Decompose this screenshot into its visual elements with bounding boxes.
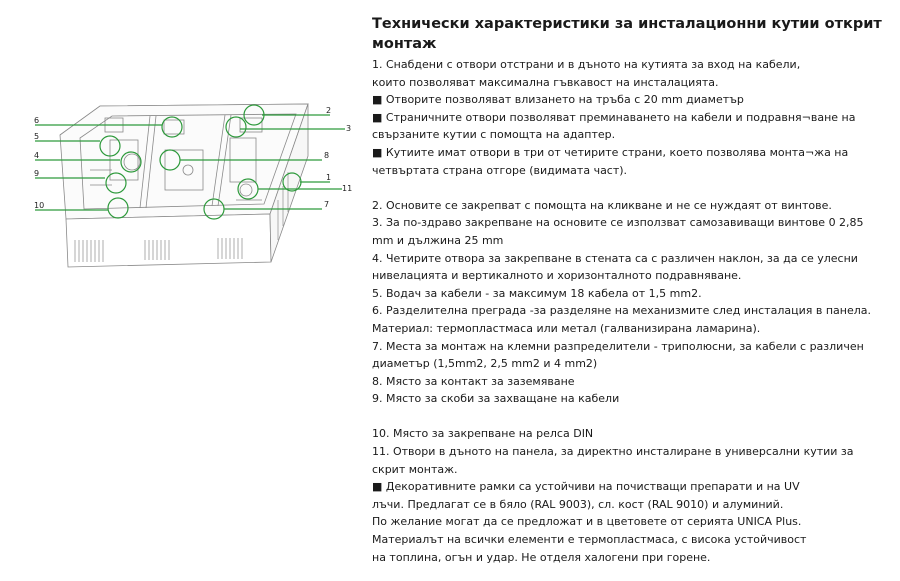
- spec-line: четвъртата страна отгоре (видимата част).: [372, 163, 628, 177]
- label-6: 6: [34, 116, 40, 125]
- label-11: 11: [342, 184, 353, 193]
- spec-line: Материалът на всички елементи е термопластмаса, с висока устойчивост: [372, 533, 807, 547]
- spec-line: 3. За по-здраво закрепване на основите се използват самозавиващи винтове 0 2,85: [372, 216, 864, 230]
- spec-line: mm и дължина 25 mm: [372, 233, 504, 247]
- title-line: монтаж: [372, 36, 437, 52]
- spacer: [372, 408, 892, 426]
- spec-line: ■ Страничните отвори позволяват преминаването на кабели и подравня¬ване на: [372, 110, 856, 124]
- spec-line: Материал: термопластмаса или метал (галванизирана ламарина).: [372, 321, 761, 335]
- spec-line: 8. Място за контакт за заземяване: [372, 374, 575, 388]
- title-line: Технически характеристики за инсталационни кутии открит: [372, 16, 882, 32]
- label-3: 3: [346, 124, 352, 133]
- spec-line: които позволяват максимална гъвкавост на инсталацията.: [372, 75, 719, 89]
- installation-box-diagram: [0, 0, 360, 581]
- spec-text-column: [372, 14, 892, 566]
- spec-line: 5. Водач за кабели - за максимум 18 кабела от 1,5 mm2.: [372, 286, 702, 300]
- spec-line: 6. Разделителна преграда -за разделяне на механизмите след инсталация в панела.: [372, 304, 871, 318]
- spec-line: По желание могат да се предложат и в цветовете от серията UNICA Plus.: [372, 515, 802, 529]
- spec-line: ■ Декоративните рамки са устойчиви на почистващи препарати и на UV: [372, 480, 800, 494]
- spec-line: свързаните кутии с помощта на адаптер.: [372, 128, 616, 142]
- label-10: 10: [34, 201, 45, 210]
- spec-line: 10. Място за закрепване на релса DIN: [372, 427, 594, 441]
- label-8: 8: [324, 151, 330, 160]
- spec-lines: [372, 56, 892, 566]
- spec-line: ■ Отворите позволяват влизането на тръба с 20 mm диаметър: [372, 93, 744, 107]
- spacer: [372, 179, 892, 197]
- spec-line: на топлина, огън и удар. Не отделя халогени при горене.: [372, 550, 711, 564]
- spec-line: лъчи. Предлагат се в бяло (RAL 9003), сл. кост (RAL 9010) и алуминий.: [372, 497, 784, 511]
- spec-line: ■ Кутиите имат отвори в три от четирите страни, което позволява монта¬жа на: [372, 145, 849, 159]
- spec-line: 7. Места за монтаж на клемни разпределители - триполюсни, за кабели с различен: [372, 339, 864, 353]
- spec-line: 11. Отвори в дъното на панела, за директно инсталиране в универсални кутии за: [372, 445, 854, 459]
- spec-line: 9. Място за скоби за захващане на кабели: [372, 392, 620, 406]
- label-1: 1: [326, 173, 332, 182]
- spec-line: 2. Основите се закрепват с помощта на кликване и не се нуждаят от винтове.: [372, 198, 832, 212]
- label-9: 9: [34, 169, 40, 178]
- page-title: [372, 14, 892, 54]
- label-4: 4: [34, 151, 40, 160]
- spec-line: диаметър (1,5mm2, 2,5 mm2 и 4 mm2): [372, 357, 598, 371]
- spec-line: нивелацията и вертикалното и хоризонталното подравняване.: [372, 269, 742, 283]
- spec-line: 4. Четирите отвора за закрепване в стената са с различен наклон, за да се улесни: [372, 251, 858, 265]
- label-5: 5: [34, 132, 40, 141]
- spec-line: 1. Снабдени с отвори отстрани и в дъното на кутията за вход на кабели,: [372, 58, 801, 71]
- label-7: 7: [324, 200, 330, 209]
- spec-line: скрит монтаж.: [372, 462, 458, 476]
- label-2: 2: [326, 106, 332, 115]
